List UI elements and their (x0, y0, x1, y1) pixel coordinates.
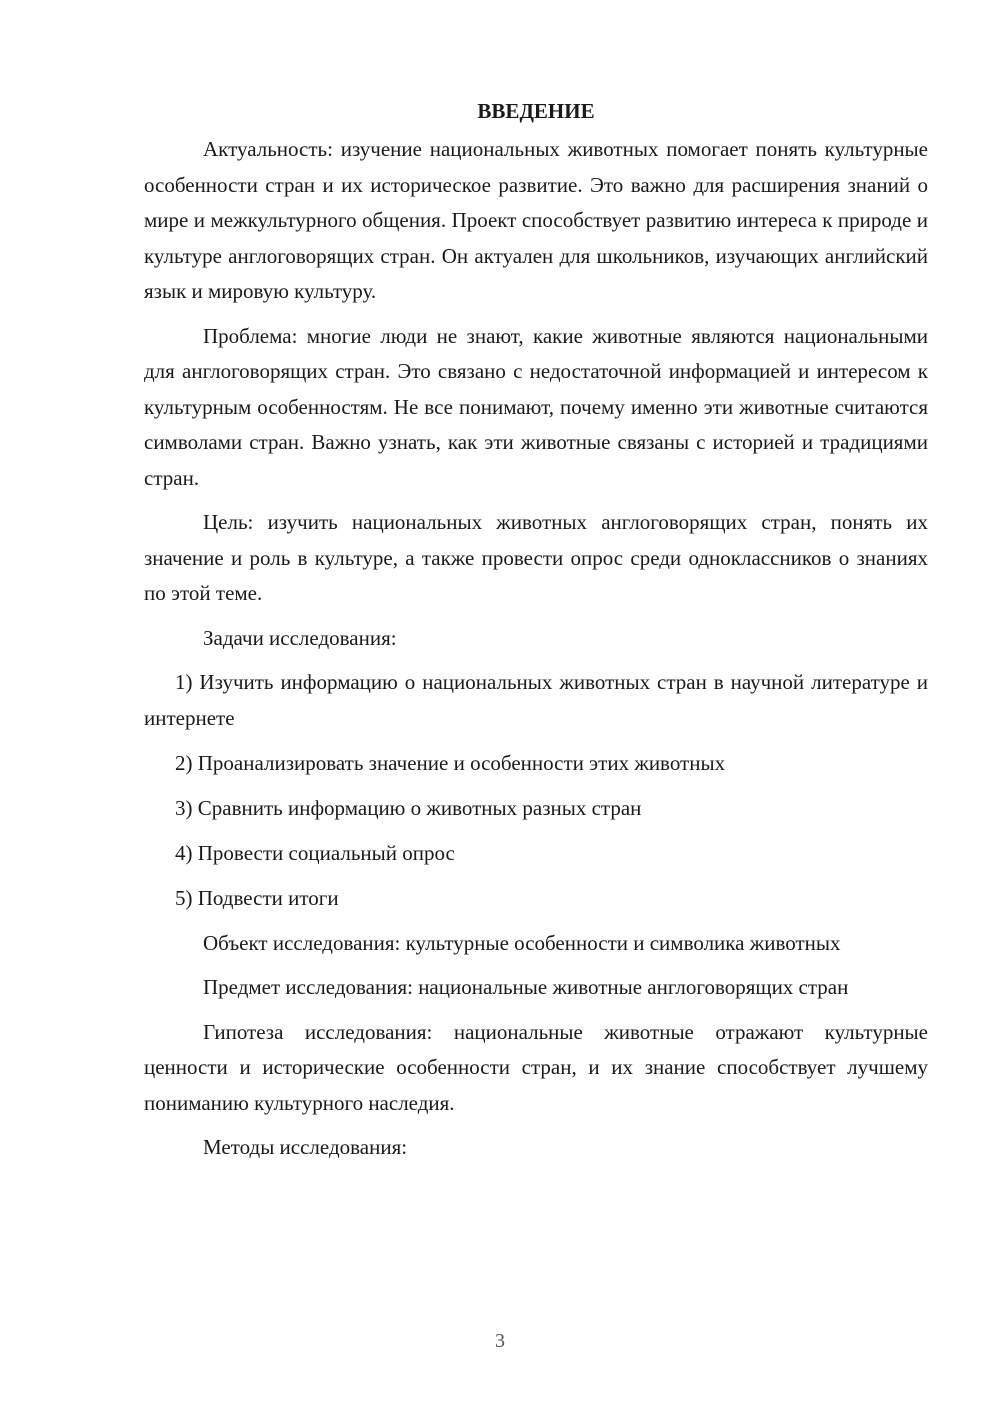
list-item: 4) Провести социальный опрос (175, 840, 455, 865)
list-item: 3) Сравнить информацию о животных разных стран (175, 795, 642, 820)
subject-paragraph: Предмет исследования: национальные животные англоговорящих стран (203, 975, 849, 999)
page-number: 3 (495, 1330, 505, 1352)
list-item: 5) Подвести итоги (175, 885, 339, 910)
object-paragraph: Объект исследования: культурные особенности и символика животных (203, 930, 841, 955)
problem-paragraph: Проблема: многие люди не знают, какие животные являются национальными для англоговорящих стран. Это связано с недостаточной информацией и интересом к культурным особенностям. Не все понимают, почему именно эти животные считаются символами стран. Важно узнать, как эти животные связаны с историей и традициями стран. (144, 323, 928, 490)
hypothesis-paragraph: Гипотеза исследования: национальные животные отражают культурные ценности и исторические особенности стран, и их знание способствует лучшему пониманию культурного наследия. (144, 1019, 928, 1115)
goal-paragraph: Цель: изучить национальных животных англоговорящих стран, понять их значение и роль в культуре, а также провести опрос среди одноклассников о знаниях по этой теме. (144, 510, 928, 605)
list-item: 2) Проанализировать значение и особенности этих животных (175, 750, 726, 775)
list-item: 1) Изучить информацию о национальных животных стран в научной литературе и интернете (144, 670, 928, 730)
tasks-heading: Задачи исследования: (203, 625, 397, 650)
relevance-paragraph: Актуальность: изучение национальных животных помогает понять культурные особенности стран и их историческое развитие. Это важно для расширения знаний о мире и межкультурного общения. Проект способствует развитию интереса к природе и культуре англоговорящих стран. Он актуален для школьников, изучающих английский язык и мировую культуру. (144, 137, 928, 303)
document-page (144, 96, 928, 1175)
methods-heading: Методы исследования: (203, 1135, 408, 1159)
section-title: ВВЕДЕНИЕ (477, 99, 595, 123)
tasks-list (144, 665, 928, 916)
